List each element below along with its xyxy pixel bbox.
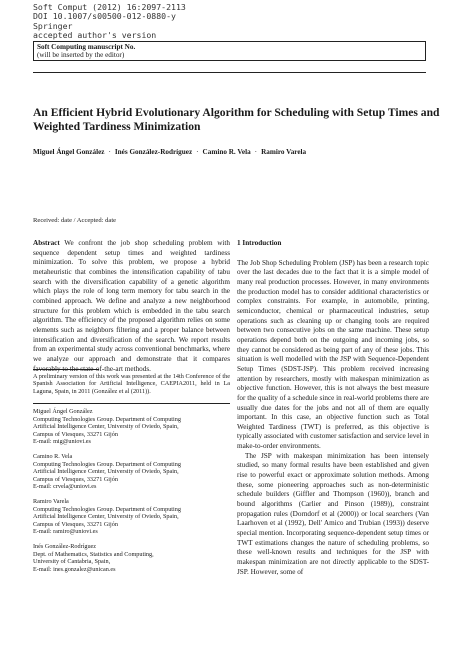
author-name: Ramiro Varela	[261, 148, 307, 156]
affiliation-line: Campus of Viesques, 33271 Gijón	[33, 520, 118, 528]
intro-paragraph: The JSP with makespan minimization has been intensely studied, so many formal results have been established and given rise to powerful exact or approximate solution methods. Among these, some pioneering approaches such as non-deterministic schedule builders (Giffler and Thompson (1960)), branch and bound algorithms (Carlier and Pinson (1989)), constraint propagation rules (Dorndorf et al (2000)) or local searchers (Van Laarhoven et al (1992), Dell' Amico and Trubian (1993)) deserve special mention. Incorporating sequence-dependent setup times or TWT estimations changes the nature of scheduling problems, so these well-known results and techniques for the JSP with makespan minimization are not directly applicable to the SDST-JSP. However, some of	[237, 451, 429, 576]
author-separator: ·	[108, 148, 111, 156]
paper-title: An Efficient Hybrid Evolutionary Algorithm for Scheduling with Setup Times and Weighted Tardiness Minimization	[33, 106, 440, 133]
affiliation-line: Artificial Intelligence Center, University of Oviedo, Spain,	[33, 468, 179, 476]
header-version-line: accepted author's version	[33, 30, 157, 41]
abstract-text: We confront the job shop scheduling problem with sequence dependent setup times and weighted tardiness minimization. To solve this problem, we propose a hybrid metaheuristic that combines the intensification capability of tabu search with the diversification capability of a genetic algorithm which plays the role of long term memory for tabu search in the combined approach. We define and analyze a new neighborhood structure for this problem which is embedded in the tabu search algorithm. The efficiency of the proposed algorithm relies on some elements such as neighbors filtering and a proper balance between intensification and diversification of the search. We report results from an experimental study across conventional benchmarks, where we analyze our approach and demonstrate that it compares favorably to the state-of-the-art methods.	[33, 239, 230, 373]
section-heading: 1 Introduction	[237, 239, 282, 247]
header-journal-line: Soft Comput (2012) 16:2097-2113	[33, 2, 186, 12]
affiliation-line: Computing Technologies Group. Department of Computing	[33, 415, 181, 423]
header-publisher-line: Springer	[33, 20, 73, 31]
introduction-section	[237, 239, 429, 577]
affiliation-rule	[33, 403, 230, 404]
header-rule	[33, 72, 426, 73]
affiliation-line: Artificial Intelligence Center, University of Oviedo, Spain,	[33, 513, 179, 521]
affiliation-email: E-mail: ines.gonzalez@unican.es	[33, 565, 116, 573]
affiliation-name: Camino R. Vela	[33, 453, 73, 460]
affiliation-line: Dept. of Mathematics, Statistics and Computing,	[33, 550, 154, 558]
author-name: Camino R. Vela	[202, 148, 251, 156]
intro-paragraph: The Job Shop Scheduling Problem (JSP) has been a research topic over the last decades due to the fact that it is a simple model of many real production processes. However, in many environments the production model has to consider additional characteristics or complex constraints. For example, in automobile, printing, semiconductor, chemical or pharmaceutical industries, setup operations such as cleaning up or changing tools are required between two consecutive jobs on the same machine. These setup operations depend both on the outgoing and incoming jobs, so they cannot be considered as being part of any of these jobs. This situation is well modelled with the JSP with Sequence-Dependent Setup Times (SDST-JSP). This problem received increasing attention by researchers, mostly with makespan minimization as objective function. However, this is not always the best measure for the quality of a schedule since in real-world problems there are usually due dates for the jobs and not all of them are equally important. In this case, an objective function such as Total Weighted Tardiness (TWT) is preferred, as this objective is typically associated with customer satisfaction and service level in make-to-order environments.	[237, 258, 429, 451]
affiliation-line: Computing Technologies Group. Department of Computing	[33, 505, 181, 513]
affiliation-block	[33, 453, 230, 491]
manuscript-box	[33, 41, 426, 61]
manuscript-heading: Soft Computing manuscript No.	[37, 43, 136, 51]
affiliation-block	[33, 543, 230, 573]
affiliation-block	[33, 498, 230, 536]
abstract-label: Abstract	[33, 239, 60, 247]
header-doi-line: DOI 10.1007/s00500-012-0880-y	[33, 11, 176, 22]
affiliation-name: Miguel Ángel González	[33, 408, 93, 415]
affiliation-line: Artificial Intelligence Center, University of Oviedo, Spain,	[33, 423, 179, 431]
affiliation-line: Campus of Viesques, 33271 Gijón	[33, 475, 118, 483]
author-separator: ·	[254, 148, 258, 156]
author-list	[33, 148, 306, 156]
affiliation-line: Campus of Viesques, 33271 Gijón	[33, 430, 118, 438]
affiliation-email: E-mail: crvela@uniovi.es	[33, 483, 97, 491]
author-name: Miguel Ángel González	[33, 148, 105, 156]
affiliation-block	[33, 408, 230, 446]
affiliation-line: University of Cantabria, Spain,	[33, 558, 111, 566]
received-date: Received: date / Accepted: date	[33, 217, 117, 224]
footnote-rule	[33, 369, 99, 370]
abstract	[33, 239, 230, 374]
manuscript-note: (will be inserted by the editor)	[37, 51, 125, 60]
affiliation-name: Ramiro Varela	[33, 498, 69, 505]
affiliation-email: E-mail: mig@uniovi.es	[33, 438, 91, 446]
affiliation-email: E-mail: ramiro@uniovi.es	[33, 528, 98, 536]
author-name: Inés González-Rodríguez	[114, 148, 193, 156]
affiliation-name: Inés González-Rodríguez	[33, 543, 97, 550]
affiliation-line: Computing Technologies Group. Department of Computing	[33, 460, 181, 468]
footnote: A preliminary version of this work was presented at the 14th Conference of the Spanish Association for Artificial Intelligence, CAEPIA2011, held in La Laguna, Spain, in 2011 (González et al (2011)).	[33, 373, 230, 395]
author-separator: ·	[196, 148, 199, 156]
